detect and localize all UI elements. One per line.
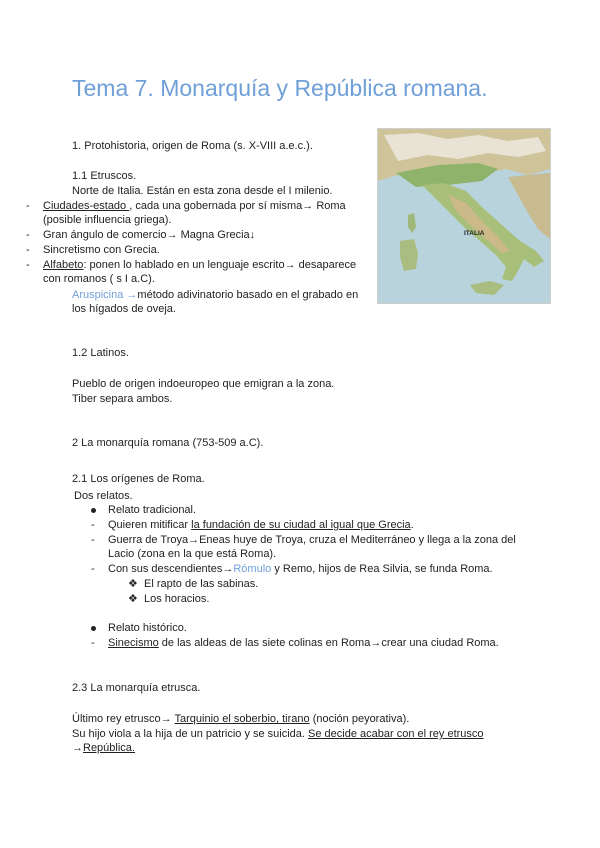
bullet-dot [91,503,96,517]
underlined-term: Ciudades-estado [43,200,130,212]
etruscos-bullet-3: Sincretismo con Grecia. [43,244,160,256]
guerra-troya-line: Guerra de Troya→Eneas huye de Troya, cruza el Mediterráneo y llega a la zona del [108,534,516,546]
italy-map-image [377,128,551,304]
etruscos-bullet-2: Gran ángulo de comercio→ Magna Grecia↓ [43,229,256,241]
subsection-1-1-heading: 1.1 Etruscos. [72,170,137,182]
aruspicina-line [72,288,358,302]
dos-relatos: Dos relatos. [74,490,133,502]
section-1-heading: 1. Protohistoria, origen de Roma (s. X-VIII a.e.c.). [72,140,313,152]
rapto-sabinas: El rapto de las sabinas. [144,578,259,590]
mitificar-line: Quieren mitificar la fundación de su ciudad al igual que Grecia. [108,519,414,531]
mitificar-text: Quieren mitificar [108,519,192,531]
etruscos-bullet-4 [43,258,356,272]
relato-historico: Relato histórico. [108,622,187,634]
republica-line: →República. [72,742,135,754]
aruspicina-text: método adivinatorio basado en el grabado en [137,289,359,301]
relato-tradicional: Relato tradicional. [108,504,197,516]
bullet-dot [91,621,96,635]
subsection-2-1-heading: 2.1 Los orígenes de Roma. [72,473,205,485]
bullet-text: : ponen lo hablado en un lenguaje escrito→ desaparece [83,259,357,271]
etruscos-bullet-1 [43,199,346,213]
subsection-1-2-heading: 1.2 Latinos. [72,347,129,359]
underlined-term: Tarquinio el soberbio, tirano [174,713,310,725]
hijo-line: Su hijo viola a la hija de un patricio y se suicida. Se decide acabar con el rey etrusco [72,728,484,740]
latinos-text-2: Tiber separa ambos. [72,393,173,405]
underlined-term: Alfabeto [43,259,84,271]
etruscos-bullet-1-cont: (posible influencia griega). [43,214,172,226]
bullet-dash: - [91,519,95,531]
ultimo-rey-line: Último rey etrusco→ Tarquinio el soberbio, tirano (noción peyorativa). [72,713,410,725]
map-label: ITALIA [464,230,485,237]
bullet-text: , cada una gobernada por sí misma→ Roma [129,200,346,212]
guerra-troya-line-cont: Lacio (zona en la que está Roma). [108,548,277,560]
diamond-bullet-icon: ❖ [128,593,138,605]
underlined-term: la fundación de su ciudad al igual que Grecia [191,519,411,531]
section-2-heading: 2 La monarquía romana (753-509 a.C). [72,437,264,449]
sinecismo-line: Sinecismo de las aldeas de las siete colinas en Roma→crear una ciudad Roma. [108,637,499,649]
subsection-2-3-heading: 2.3 La monarquía etrusca. [72,682,201,694]
highlighted-term: Rómulo [233,563,272,575]
los-horacios: Los horacios. [144,593,210,605]
bullet-dash: - [26,200,30,212]
latinos-text-1: Pueblo de origen indoeuropeo que emigran a la zona. [72,378,335,390]
underlined-term: República. [83,742,135,754]
bullet-dash: - [91,637,95,649]
bullet-dash: - [91,563,95,575]
bullet-dash: - [26,259,30,271]
aruspicina-line-cont: los hígados de oveja. [72,303,176,315]
etruscos-intro: Norte de Italia. Están en esta zona desde el I milenio. [72,185,333,197]
bullet-dash: - [26,229,30,241]
underlined-term: Se decide acabar con el rey etrusco [308,728,484,740]
underlined-term: Sinecismo [108,637,159,649]
descendientes-line: Con sus descendientes→Rómulo y Remo, hijos de Rea Silvia, se funda Roma. [108,563,493,575]
diamond-bullet-icon: ❖ [128,578,138,590]
highlighted-term: Aruspicina → [72,289,138,301]
bullet-dash: - [26,244,30,256]
bullet-dash: - [91,534,95,546]
page-title: Tema 7. Monarquía y República romana. [72,75,488,101]
etruscos-bullet-4-cont: con romanos ( s I a.C). [43,273,155,285]
